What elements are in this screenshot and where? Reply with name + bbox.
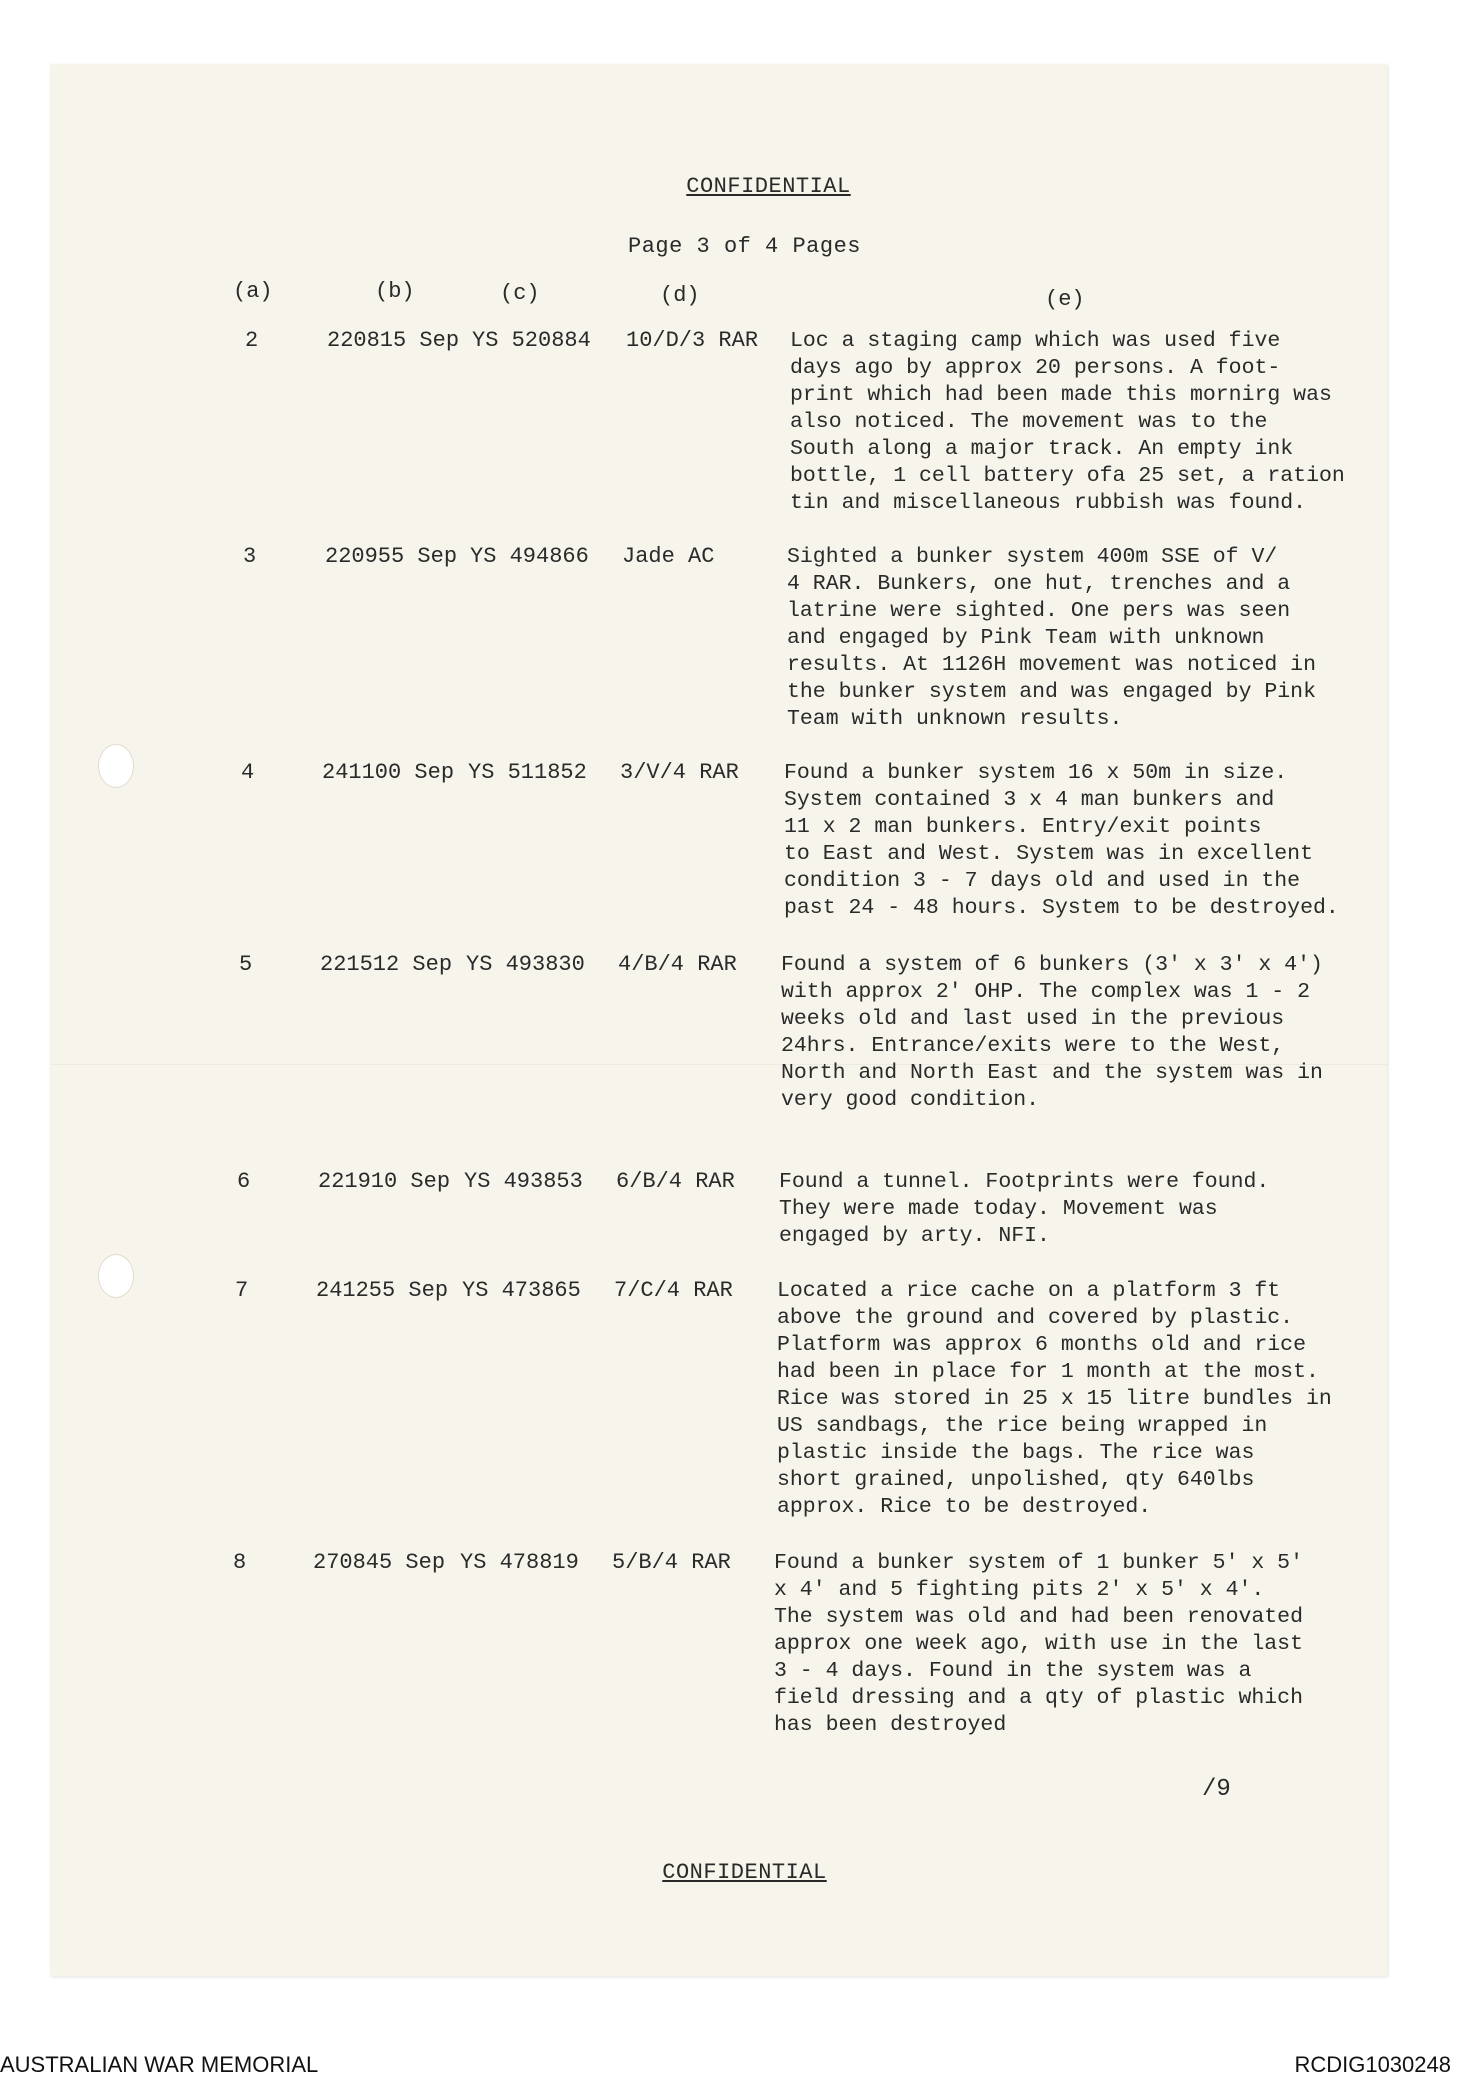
unit-cell: Jade AC — [622, 544, 715, 569]
grid-ref-cell: YS 493830 — [466, 952, 585, 977]
column-header-b: (b) — [375, 279, 415, 304]
date-time-cell: 220815 Sep — [327, 328, 460, 353]
date-time-cell: 221910 Sep — [318, 1169, 451, 1194]
serial-cell: 2 — [245, 328, 259, 353]
description-cell: Located a rice cache on a platform 3 ft above the ground and covered by plastic. Platform was approx 6 months old and rice had been in place for 1 month at the most. Rice was stored in 25 x 15 litre bundles in US sandbags, the rice being wrapped in plastic inside the bags. The rice was short grained, unpolished, qty 640lbs approx. Rice to be destroyed. — [777, 1279, 1332, 1519]
document-page — [50, 64, 1387, 1976]
description-cell: Found a system of 6 bunkers (3' x 3' x 4') with approx 2' OHP. The complex was 1 - 2 weeks old and last used in the previous 24hrs. Entrance/exits were to the West, North and North East and the system was in very good condition. — [781, 953, 1323, 1112]
unit-cell: 6/B/4 RAR — [616, 1169, 735, 1194]
serial-cell: 8 — [233, 1550, 247, 1575]
description-cell: Sighted a bunker system 400m SSE of V/ 4 RAR. Bunkers, one hut, trenches and a latrine were sighted. One pers was seen and engaged by Pink Team with unknown results. At 1126H movement was noticed in the bunker system and was engaged by Pink Team with unknown results. — [787, 545, 1316, 731]
grid-ref-cell: YS 511852 — [468, 760, 587, 785]
column-header-c: (c) — [500, 281, 540, 306]
date-time-cell: 221512 Sep — [320, 952, 453, 977]
date-time-cell: 220955 Sep — [325, 544, 458, 569]
grid-ref-cell: YS 473865 — [462, 1278, 581, 1303]
column-header-a: (a) — [233, 279, 273, 304]
serial-cell: 3 — [243, 544, 257, 569]
serial-cell: 4 — [241, 760, 255, 785]
classification-top: CONFIDENTIAL — [686, 174, 851, 199]
page-label: Page 3 of 4 Pages — [628, 234, 861, 259]
description-cell: Found a bunker system 16 x 50m in size. System contained 3 x 4 man bunkers and 11 x 2 man bunkers. Entry/exit points to East and West. System was in excellent condition 3 - 7 days old and used in the past 24 - 48 hours. System to be destroyed. — [784, 761, 1339, 920]
grid-ref-cell: YS 478819 — [460, 1550, 579, 1575]
archive-label: AUSTRALIAN WAR MEMORIAL — [0, 2052, 319, 2077]
classification-bottom: CONFIDENTIAL — [662, 1860, 827, 1885]
punch-hole — [98, 744, 134, 788]
unit-cell: 3/V/4 RAR — [620, 760, 739, 785]
serial-cell: 6 — [237, 1169, 251, 1194]
description-cell: Found a tunnel. Footprints were found. They were made today. Movement was engaged by arty. NFI. — [779, 1170, 1270, 1248]
punch-hole — [98, 1254, 134, 1298]
record-id: RCDIG1030248 — [1294, 2052, 1451, 2077]
date-time-cell: 270845 Sep — [313, 1550, 446, 1575]
unit-cell: 4/B/4 RAR — [618, 952, 737, 977]
unit-cell: 7/C/4 RAR — [614, 1278, 733, 1303]
grid-ref-cell: YS 494866 — [470, 544, 589, 569]
date-time-cell: 241100 Sep — [322, 760, 455, 785]
serial-cell: 5 — [239, 952, 253, 977]
grid-ref-cell: YS 520884 — [472, 328, 591, 353]
unit-cell: 5/B/4 RAR — [612, 1550, 731, 1575]
serial-cell: 7 — [235, 1278, 249, 1303]
column-header-d: (d) — [660, 283, 700, 308]
grid-ref-cell: YS 493853 — [464, 1169, 583, 1194]
column-header-e: (e) — [1045, 287, 1085, 312]
description-cell: Loc a staging camp which was used five days ago by approx 20 persons. A foot- print which had been made this mornirg was also noticed. The movement was to the South along a major track. An empty ink bottle, 1 cell battery ofa 25 set, a ration tin and miscellaneous rubbish was found. — [790, 329, 1345, 515]
continuation-marker: /9 — [1202, 1776, 1231, 1803]
date-time-cell: 241255 Sep — [316, 1278, 449, 1303]
description-cell: Found a bunker system of 1 bunker 5' x 5' x 4' and 5 fighting pits 2' x 5' x 4'. The system was old and had been renovated approx one week ago, with use in the last 3 - 4 days. Found in the system was a field dressing and a qty of plastic which has been destroyed — [774, 1551, 1303, 1737]
unit-cell: 10/D/3 RAR — [626, 328, 759, 353]
